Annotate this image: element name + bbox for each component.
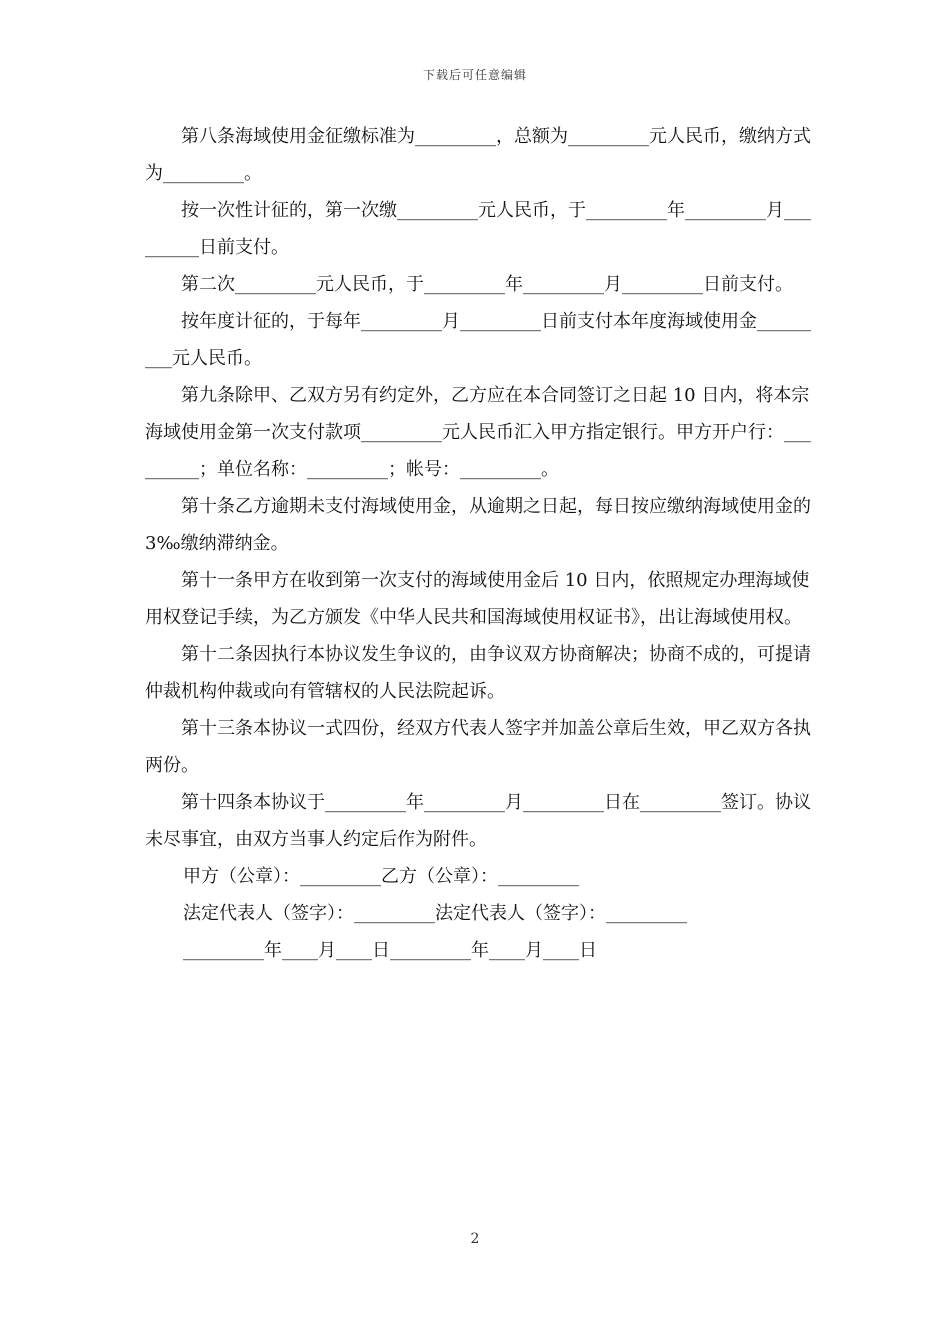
clause-8-annual: 按年度计征的，于每年_________月_________日前支付本年度海域使用金_________元人民币。 xyxy=(145,311,811,369)
clause-14: 第十四条本协议于_________年_________月_________日在_________签订。协议未尽事宜，由双方当事人约定后作为附件。 xyxy=(145,792,811,850)
clause-13: 第十三条本协议一式四份，经双方代表人签字并加盖公章后生效，甲乙双方各执两份。 xyxy=(145,718,811,776)
clause-8-second-payment: 第二次_________元人民币，于_________年_________月_________日前支付。 xyxy=(181,274,793,295)
clause-11: 第十一条甲方在收到第一次支付的海域使用金后 10 日内，依照规定办理海域使用权登记手续，为乙方颁发《中华人民共和国海域使用权证书》，出让海域使用权。 xyxy=(145,570,810,628)
clause-12: 第十二条因执行本协议发生争议的，由争议双方协商解决；协商不成的，可提请仲裁机构仲裁或向有管辖权的人民法院起诉。 xyxy=(145,644,811,702)
page-number: 2 xyxy=(470,1231,480,1247)
clause-10: 第十条乙方逾期未支付海域使用金，从逾期之日起，每日按应缴纳海域使用金的 3‰缴纳滞纳金。 xyxy=(145,496,817,554)
clause-8: 第八条海域使用金征缴标准为_________，总额为_________元人民币，缴纳方式为_________。 xyxy=(145,126,811,184)
seal-line: 甲方（公章）：_________乙方（公章）：_________ xyxy=(183,866,579,887)
page-header: 下载后可任意编辑 xyxy=(422,68,527,82)
document-body xyxy=(145,118,817,969)
representative-line: 法定代表人（签字）：_________法定代表人（签字）：_________ xyxy=(183,903,687,924)
clause-9: 第九条除甲、乙双方另有约定外，乙方应在本合同签订之日起 10 日内，将本宗海域使用金第一次支付款项_________元人民币汇入甲方指定银行。甲方开户行：_________；单位名称：_________；帐号：_________。 xyxy=(145,385,811,480)
clause-8-one-time: 按一次性计征的，第一次缴_________元人民币，于_________年_________月_________日前支付。 xyxy=(145,200,811,258)
date-line: _________年____月____日_________年____月____日 xyxy=(183,940,597,961)
